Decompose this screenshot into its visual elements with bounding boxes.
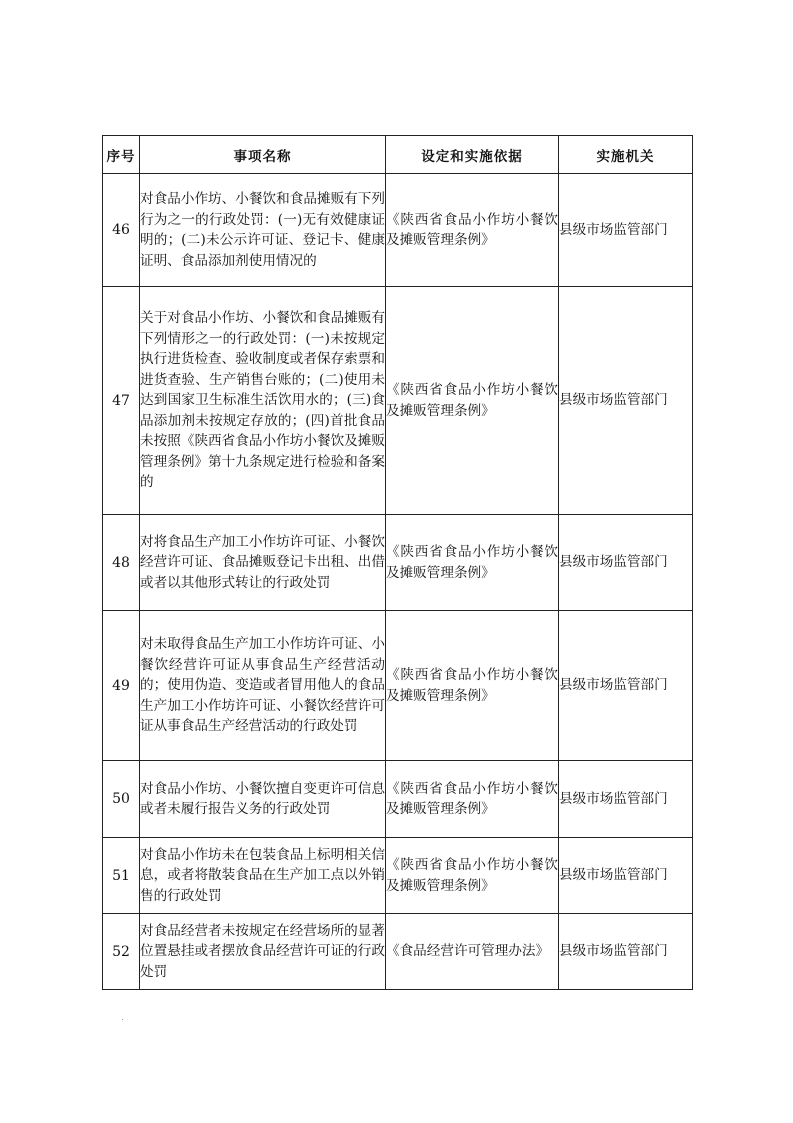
matters-table xyxy=(102,135,693,990)
row-seq: 46 xyxy=(103,174,140,287)
row-seq: 52 xyxy=(103,914,140,990)
row-item-name: 对将食品生产加工小作坊许可证、小餐饮经营许可证、食品摊贩登记卡出租、出借或者以其他形式转让的行政处罚 xyxy=(140,533,385,591)
row-agency: 县级市场监管部门 xyxy=(559,677,668,694)
page-speck xyxy=(122,1019,123,1020)
row-seq: 51 xyxy=(103,838,140,914)
row-basis: 《食品经营许可管理办法》 xyxy=(386,943,550,960)
row-agency: 县级市场监管部门 xyxy=(559,790,668,807)
row-basis: 《陕西省食品小作坊小餐饮及摊贩管理条例》 xyxy=(386,544,558,581)
row-basis: 《陕西省食品小作坊小餐饮及摊贩管理条例》 xyxy=(386,780,558,817)
table-row xyxy=(103,838,693,914)
row-seq: 49 xyxy=(103,611,140,761)
row-seq: 50 xyxy=(103,761,140,838)
row-basis: 《陕西省食品小作坊小餐饮及摊贩管理条例》 xyxy=(386,857,558,894)
table-row xyxy=(103,611,693,761)
row-seq: 48 xyxy=(103,515,140,611)
table-row xyxy=(103,914,693,990)
table-row xyxy=(103,174,693,287)
header-seq: 序号 xyxy=(103,136,140,174)
row-item-name: 对食品小作坊未在包装食品上标明相关信息，或者将散装食品在生产加工点以外销售的行政处罚 xyxy=(140,846,385,904)
row-item-name: 对食品小作坊、小餐饮和食品摊贩有下列行为之一的行政处罚：(一)无有效健康证明的；(二)未公示许可证、登记卡、健康证明、食品添加剂使用情况的 xyxy=(140,191,385,269)
table-row xyxy=(103,515,693,611)
row-seq: 47 xyxy=(103,287,140,515)
header-item: 事项名称 xyxy=(140,136,386,174)
header-agency: 实施机关 xyxy=(559,136,693,174)
row-basis: 《陕西省食品小作坊小餐饮及摊贩管理条例》 xyxy=(386,382,558,419)
row-agency: 县级市场监管部门 xyxy=(559,554,668,571)
table-row xyxy=(103,761,693,838)
row-basis: 《陕西省食品小作坊小餐饮及摊贩管理条例》 xyxy=(386,211,558,248)
header-row xyxy=(103,136,693,174)
row-item-name: 对食品小作坊、小餐饮擅自变更许可信息或者未履行报告义务的行政处罚 xyxy=(140,780,385,817)
row-basis: 《陕西省食品小作坊小餐饮及摊贩管理条例》 xyxy=(386,667,558,704)
row-item-name: 关于对食品小作坊、小餐饮和食品摊贩有下列情形之一的行政处罚：(一)未按规定执行进货检查、验收制度或者保存索票和进货查验、生产销售台账的；(二)使用未达到国家卫生标准生活饮用水的；(三)食品添加剂未按规定存放的；(四)首批食品未按照《陕西省食品小作坊小餐饮及摊贩管理条例》第十九条规定进行检验和备案的 xyxy=(140,310,385,491)
row-agency: 县级市场监管部门 xyxy=(559,392,668,409)
header-basis: 设定和实施依据 xyxy=(386,136,559,174)
row-agency: 县级市场监管部门 xyxy=(559,867,668,884)
row-agency: 县级市场监管部门 xyxy=(559,943,668,960)
row-item-name: 对未取得食品生产加工小作坊许可证、小餐饮经营许可证从事食品生产经营活动的；使用伪造、变造或者冒用他人的食品生产加工小作坊许可证、小餐饮经营许可证从事食品生产经营活动的行政处罚 xyxy=(140,636,385,735)
table-row xyxy=(103,287,693,515)
row-agency: 县级市场监管部门 xyxy=(559,221,668,238)
row-item-name: 对食品经营者未按规定在经营场所的显著位置悬挂或者摆放食品经营许可证的行政处罚 xyxy=(140,922,385,980)
